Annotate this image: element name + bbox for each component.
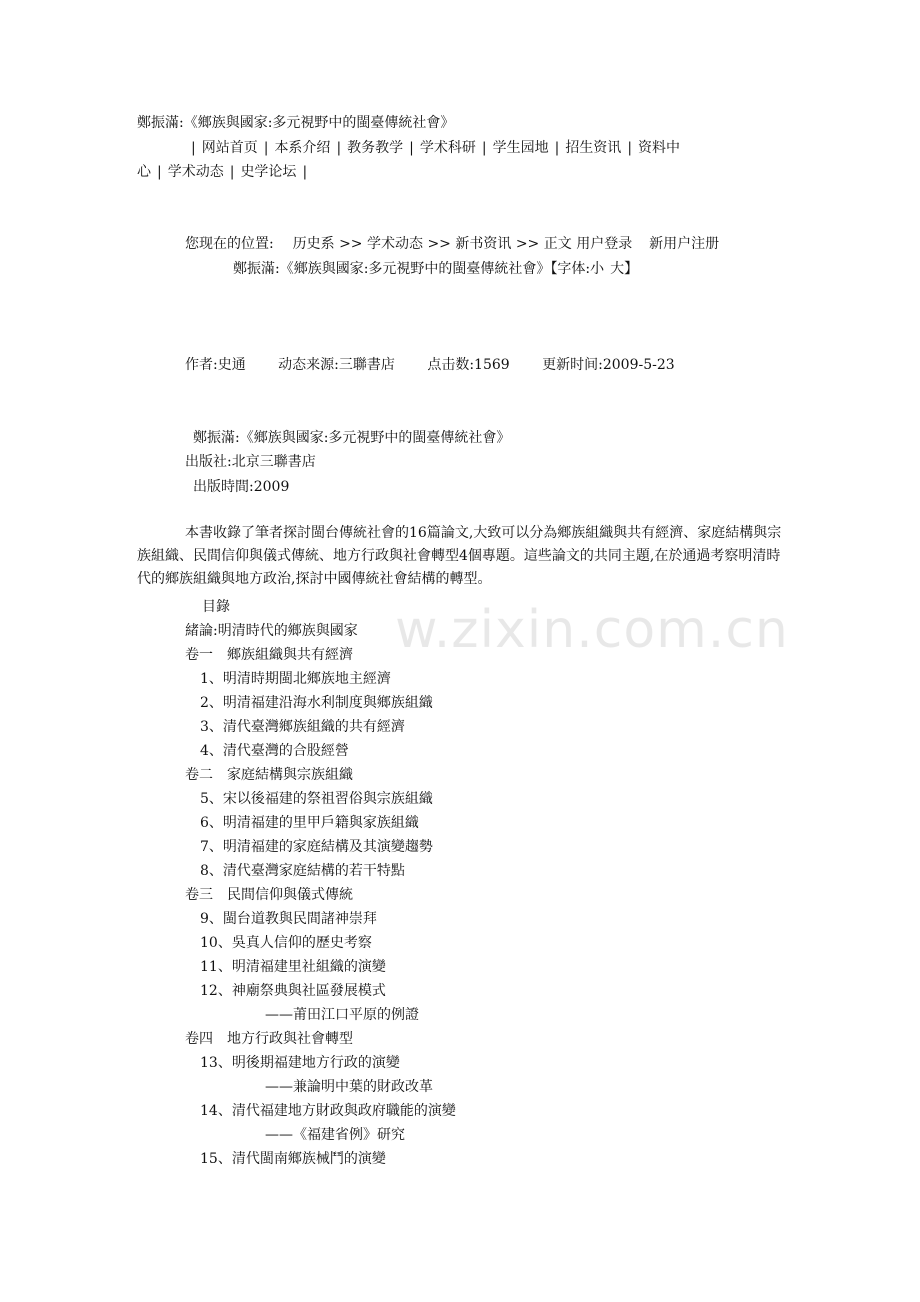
watermark: w.zixin.com.cn xyxy=(395,600,789,660)
nav-students[interactable]: 学生园地 xyxy=(492,140,549,156)
breadcrumb-history[interactable]: 历史系 xyxy=(292,236,335,252)
site-nav-row2: 心 | 学术动态 | 史学论坛 | xyxy=(137,164,308,180)
toc-volume: 卷四 地方行政與社會轉型 xyxy=(185,1031,353,1047)
nav-research[interactable]: 学术科研 xyxy=(419,140,476,156)
toc-item: 7、明清福建的家庭結構及其演變趨勢 xyxy=(200,839,433,855)
nav-teaching[interactable]: 教务教学 xyxy=(347,140,404,156)
toc-item: 8、清代臺灣家庭結構的若干特點 xyxy=(200,863,405,879)
toc-item: 4、清代臺灣的合股經營 xyxy=(200,743,349,759)
nav-resources-part2[interactable]: 心 xyxy=(137,164,151,180)
toc-item: 5、宋以後福建的祭祖習俗與宗族組織 xyxy=(200,791,433,807)
breadcrumb-current: 正文 xyxy=(543,236,572,252)
book-date: 出版時間:2009 xyxy=(193,479,290,495)
nav-academic-news[interactable]: 学术动态 xyxy=(167,164,224,180)
toc-item: 1、明清時期閩北鄉族地主經濟 xyxy=(200,671,391,687)
breadcrumb: 您现在的位置: 历史系 >> 学术动态 >> 新书资讯 >> 正文 用户登录 新用户注册 xyxy=(185,236,720,252)
book-title: 鄭振滿:《鄉族與國家:多元視野中的閩臺傳統社會》 xyxy=(193,430,511,446)
toc-subtitle: ——莆田江口平原的例證 xyxy=(265,1007,419,1023)
breadcrumb-label: 您现在的位置: xyxy=(185,236,274,252)
article-meta xyxy=(185,355,675,375)
nav-home[interactable]: 网站首页 xyxy=(201,140,258,156)
toc-subtitle: ——《福建省例》研究 xyxy=(265,1127,405,1143)
toc-item: 15、清代閩南鄉族械鬥的演變 xyxy=(200,1151,386,1167)
meta-source: 动态来源:三聯書店 xyxy=(278,357,395,373)
article-title-row: 鄭振滿:《鄉族與國家:多元視野中的閩臺傳統社會》【字体:小 大】 xyxy=(233,261,639,277)
nav-resources-part1[interactable]: 资料中 xyxy=(638,140,681,156)
page-header-title: 鄭振滿:《鄉族與國家:多元視野中的閩臺傳統社會》 xyxy=(137,115,455,131)
font-small-button[interactable]: 小 xyxy=(590,261,605,277)
font-large-button[interactable]: 大 xyxy=(610,261,625,277)
nav-admissions[interactable]: 招生资讯 xyxy=(565,140,622,156)
toc-heading: 目錄 xyxy=(202,599,230,615)
meta-clicks: 点击数:1569 xyxy=(427,357,510,373)
toc-item: 12、神廟祭典與社區發展模式 xyxy=(200,983,386,999)
nav-about[interactable]: 本系介绍 xyxy=(274,140,331,156)
meta-updated: 更新时间:2009-5-23 xyxy=(542,357,675,373)
toc-item: 14、清代福建地方財政與政府職能的演變 xyxy=(200,1103,456,1119)
toc-item: 3、清代臺灣鄉族組織的共有經濟 xyxy=(200,719,405,735)
toc-item: 6、明清福建的里甲戶籍與家族組織 xyxy=(200,815,419,831)
breadcrumb-new-books[interactable]: 新书资讯 xyxy=(455,236,512,252)
toc-item: 9、閩台道教與民間諸神崇拜 xyxy=(200,911,377,927)
toc-item: 13、明後期福建地方行政的演變 xyxy=(200,1055,400,1071)
intro-paragraph: 本書收錄了筆者探討閩台傳統社會的16篇論文,大致可以分為鄉族組織與共有經濟、家庭結構與宗族組織、民間信仰與儀式傳統、地方行政與社會轉型4個專題。這些論文的共同主題,在於通過考察明清時代的鄉族組織與地方政治,探討中國傳統社會結構的轉型。 xyxy=(137,525,782,587)
register-link[interactable]: 新用户注册 xyxy=(649,236,720,252)
article-title: 鄭振滿:《鄉族與國家:多元視野中的閩臺傳統社會》 xyxy=(233,261,551,277)
nav-history-forum[interactable]: 史学论坛 xyxy=(240,164,297,180)
toc-item: 10、吳真人信仰的歷史考察 xyxy=(200,935,372,951)
login-link[interactable]: 用户登录 xyxy=(576,236,633,252)
toc-volume: 卷一 鄉族組織與共有經濟 xyxy=(185,647,353,663)
toc-item: 2、明清福建沿海水利制度與鄉族組織 xyxy=(200,695,433,711)
toc-volume: 卷二 家庭結構與宗族組織 xyxy=(185,767,353,783)
toc-item: 緒論:明清時代的鄉族與國家 xyxy=(185,623,358,639)
toc-subtitle: ——兼論明中葉的財政改革 xyxy=(265,1079,433,1095)
toc-volume: 卷三 民間信仰與儀式傳統 xyxy=(185,887,353,903)
book-publisher: 出版社:北京三聯書店 xyxy=(185,454,316,470)
meta-author: 作者:史通 xyxy=(185,357,246,373)
breadcrumb-academic-news[interactable]: 学术动态 xyxy=(367,236,423,252)
site-nav: | 网站首页 | 本系介绍 | 教务教学 | 学术科研 | 学生园地 | 招生资讯 | 资料中 xyxy=(191,140,681,156)
toc-item: 11、明清福建里社組織的演變 xyxy=(200,959,386,975)
